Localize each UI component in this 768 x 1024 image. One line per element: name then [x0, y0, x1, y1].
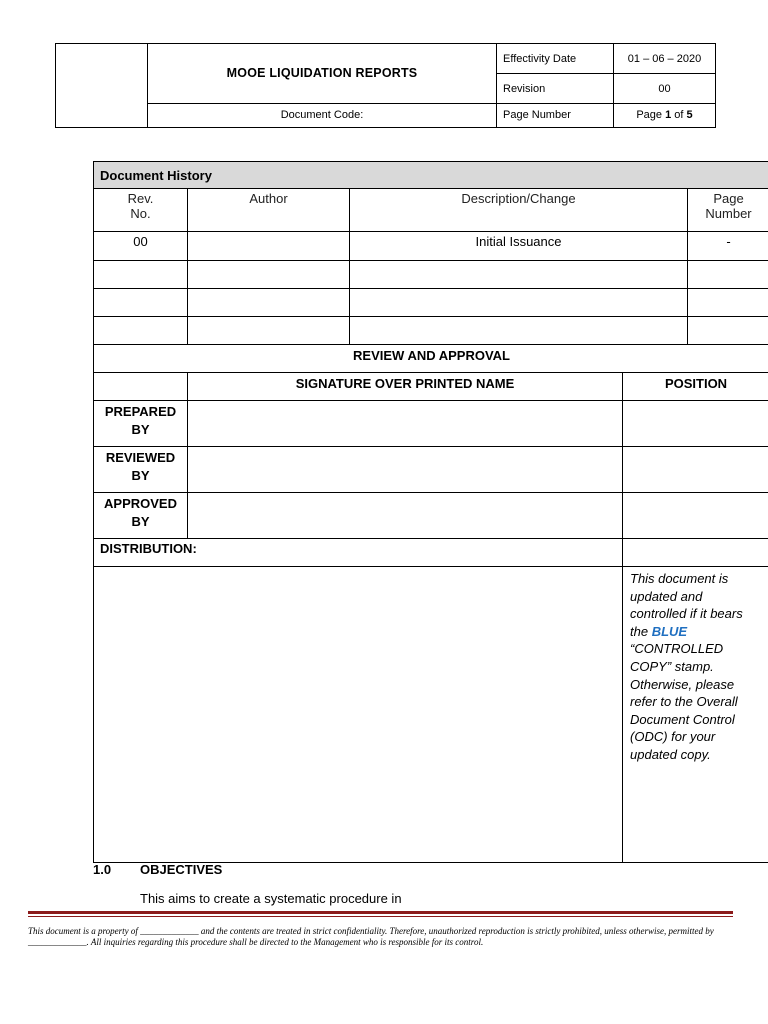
col-description: Description/Change — [350, 189, 688, 232]
history-author — [188, 232, 350, 261]
footer-confidentiality-note: This document is a property of _____________ and the contents are treated in strict confidentiality. Therefore, unauthorized reproduction is strictly prohibited, unless otherwise, permitted by _____________. All inquiries regarding this procedure shall be directed to the Management who is responsible for its control. — [28, 926, 714, 947]
history-description: Initial Issuance — [350, 232, 688, 261]
logo-placeholder — [56, 44, 148, 128]
page-total: 5 — [686, 109, 693, 122]
reviewed-by-position — [623, 447, 768, 493]
objectives-number: 1.0 — [93, 862, 112, 877]
effectivity-date-value: 01 – 06 – 2020 — [614, 44, 716, 74]
table-row — [94, 261, 768, 289]
col-author: Author — [188, 189, 350, 232]
history-page — [688, 289, 768, 317]
blue-emphasis: BLUE — [651, 623, 688, 639]
history-rev — [94, 317, 188, 345]
page-of: of — [671, 109, 687, 122]
history-rev: 00 — [94, 232, 188, 261]
prepared-by-label: PREPARED BY — [94, 401, 188, 447]
page-prefix: Page — [636, 109, 666, 122]
history-rev — [94, 261, 188, 289]
document-history-table — [93, 161, 768, 863]
reviewed-by-label: REVIEWED BY — [94, 447, 188, 493]
effectivity-date-label: Effectivity Date — [497, 44, 614, 74]
history-description — [350, 317, 688, 345]
document-code-label: Document Code: — [148, 103, 497, 127]
history-description — [350, 289, 688, 317]
approved-by-position — [623, 493, 768, 539]
objectives-text: This aims to create a systematic procedure in — [140, 891, 402, 906]
history-rev — [94, 289, 188, 317]
page-number-label: Page Number — [497, 103, 614, 127]
col-page-number: Page Number — [688, 189, 768, 232]
prepared-by-position — [623, 401, 768, 447]
document-title: MOOE LIQUIDATION REPORTS — [148, 44, 497, 104]
revision-value: 00 — [614, 74, 716, 103]
history-page — [688, 261, 768, 289]
history-author — [188, 261, 350, 289]
history-description — [350, 261, 688, 289]
review-corner-cell — [94, 373, 188, 401]
prepared-by-signature — [188, 401, 623, 447]
distribution-aside — [623, 539, 768, 567]
footer-rule — [28, 911, 733, 914]
page-number-value — [614, 103, 716, 127]
page-current: 1 — [665, 109, 672, 122]
distribution-label: DISTRIBUTION: — [94, 539, 623, 567]
history-author — [188, 289, 350, 317]
objectives-title: OBJECTIVES — [140, 862, 223, 877]
position-header: POSITION — [623, 373, 768, 401]
history-page — [688, 317, 768, 345]
table-row — [94, 317, 768, 345]
document-header-table — [55, 43, 716, 128]
history-page: - — [688, 232, 768, 261]
document-history-title: Document History — [94, 162, 768, 189]
footer-rule-thin — [28, 916, 733, 917]
history-author — [188, 317, 350, 345]
revision-label: Revision — [497, 74, 614, 103]
review-approval-title: REVIEW AND APPROVAL — [94, 345, 768, 373]
col-rev-no: Rev. No. — [94, 189, 188, 232]
reviewed-by-signature — [188, 447, 623, 493]
controlled-copy-note: This document is updated and controlled if it bears the BLUE “CONTROLLED COPY” stamp. Otherwise, please refer to the Overall Document Control (ODC) for your updated copy. — [623, 567, 768, 863]
table-row — [94, 232, 768, 261]
table-row — [94, 289, 768, 317]
signature-header: SIGNATURE OVER PRINTED NAME — [188, 373, 623, 401]
approved-by-signature — [188, 493, 623, 539]
distribution-body — [94, 567, 623, 863]
approved-by-label: APPROVED BY — [94, 493, 188, 539]
